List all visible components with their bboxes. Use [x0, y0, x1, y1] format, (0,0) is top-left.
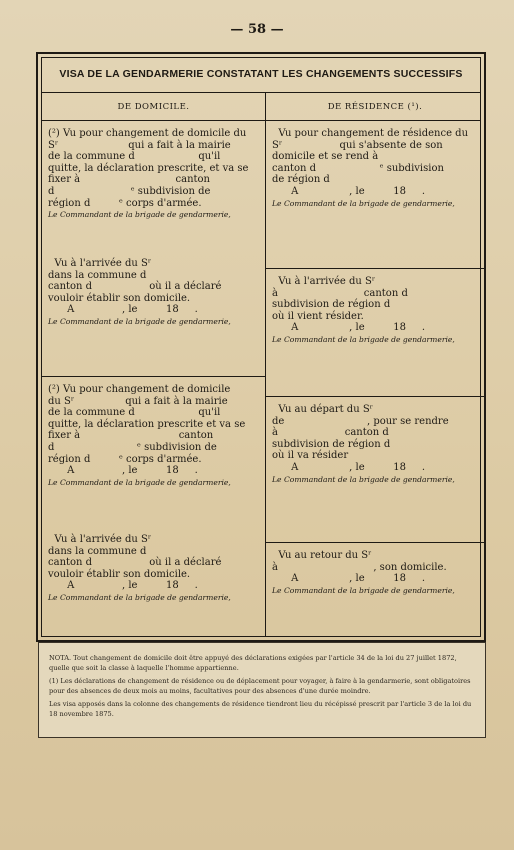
- visa-table: [41, 57, 481, 637]
- visa-table-frame: [36, 52, 486, 642]
- signature-line: Le Commandant de la brigade de gendarmerie,: [272, 585, 455, 595]
- nota-paragraph: NOTA. Tout changement de domicile doit être appuyé des déclarations exigées par l'article 34 de la loi du 27 juillet 1872, quelle que soit la classe à laquelle l'homme appartienne.: [49, 654, 457, 672]
- header-rule: [42, 120, 480, 121]
- signature-line: Le Commandant de la brigade de gendarmerie,: [48, 316, 231, 326]
- column-header-domicile: DE DOMICILE.: [117, 102, 190, 112]
- column-divider: [265, 92, 266, 636]
- right-separator-1: [266, 268, 484, 269]
- right-separator-3: [266, 542, 484, 543]
- signature-line: Le Commandant de la brigade de gendarmerie,: [48, 592, 231, 602]
- page-number: — 58 —: [230, 22, 284, 37]
- signature-line: Le Commandant de la brigade de gendarmerie,: [48, 210, 231, 220]
- signature-line: Le Commandant de la brigade de gendarmerie,: [272, 198, 455, 208]
- right-visa-3: Vu au départ du Sʳ de , pour se rendre à canton d subdivision de région d où il va résider A , le 18 . Le Commandant de la brigade de gendarmerie,: [272, 404, 484, 485]
- left-visa-4: Vu à l'arrivée du Sʳ dans la commune d canton d où il a déclaré vouloir établir son domicile. A , le 18 . Le Commandant de la brigade de gendarmerie,: [48, 534, 262, 604]
- left-visa-3: (²) Vu pour changement de domicile du Sʳ qui a fait à la mairie de la commune d qu'il quitte, la déclaration prescrite et va se fixer à canton d ᵉ subdivision de région d ᵉ corps d'armée. A , le 18 . Le Commandant de la brigade de gendarmerie,: [48, 384, 262, 488]
- title-rule: [42, 92, 480, 93]
- footnote-1: (1) Les déclarations de changement de résidence ou de déplacement pour voyager, à faire à la gendarmerie, sont obligatoires pour des absences de deux mois au moins, facultatives pour des absences d'une durée moindre.: [49, 677, 471, 695]
- right-visa-2: Vu à l'arrivée du Sʳ à canton d subdivision de région d où il vient résider. A , le 18 . Le Commandant de la brigade de gendarmerie,: [272, 276, 484, 346]
- table-title: VISA DE LA GENDARMERIE CONSTATANT LES CHANGEMENTS SUCCESSIFS: [59, 68, 463, 80]
- signature-line: Le Commandant de la brigade de gendarmerie,: [48, 477, 231, 487]
- footnote-box: [38, 642, 486, 738]
- right-separator-2: [266, 396, 484, 397]
- right-visa-4: Vu au retour du Sʳ à , son domicile. A , le 18 . Le Commandant de la brigade de gendarmerie,: [272, 550, 484, 596]
- left-visa-1: (²) Vu pour changement de domicile du Sʳ qui a fait à la mairie de la commune d qu'il quitte, la déclaration prescrite, et va se fixer à canton d ᵉ subdivision de région d ᵉ corps d'armée. Le Commandant de la brigade de gendarmerie,: [48, 128, 262, 221]
- footnote-2: Les visa apposés dans la colonne des changements de résidence tiendront lieu du récépissé prescrit par l'article 3 de la loi du 18 novembre 1875.: [49, 700, 472, 718]
- left-visa-2: Vu à l'arrivée du Sʳ dans la commune d canton d où il a déclaré vouloir établir son domicile. A , le 18 . Le Commandant de la brigade de gendarmerie,: [48, 258, 262, 328]
- left-separator: [42, 376, 265, 377]
- right-visa-1: Vu pour changement de résidence du Sʳ qui s'absente de son domicile et se rend à canton d ᵉ subdivision de région d A , le 18 . Le Commandant de la brigade de gendarmerie,: [272, 128, 484, 209]
- signature-line: Le Commandant de la brigade de gendarmerie,: [272, 334, 455, 344]
- signature-line: Le Commandant de la brigade de gendarmerie,: [272, 474, 455, 484]
- column-header-residence: DE RÉSIDENCE (¹).: [327, 102, 423, 112]
